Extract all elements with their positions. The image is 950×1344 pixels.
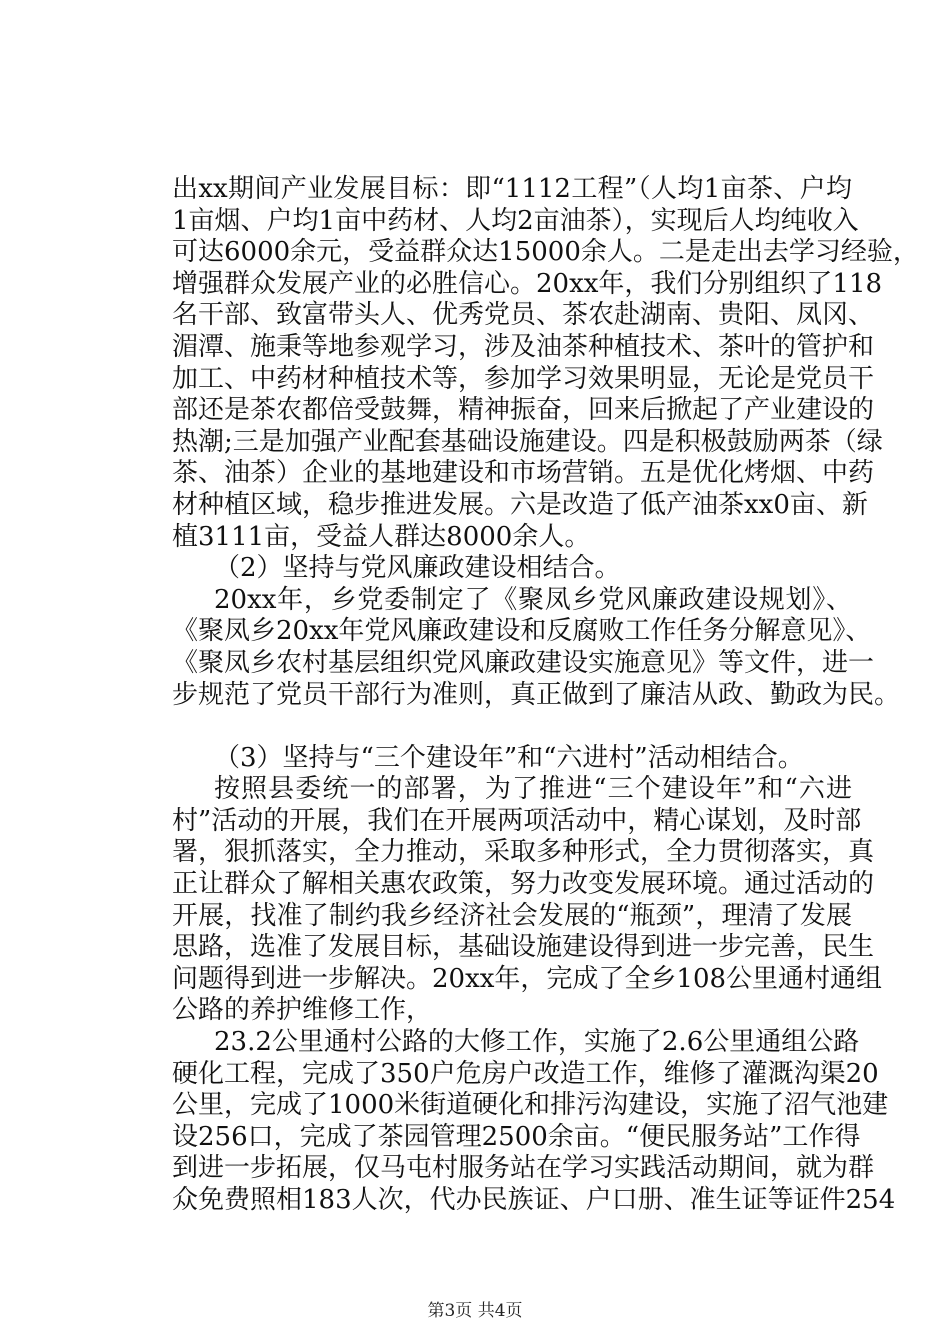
- text-line: 众免费照相183人次，代办民族证、户口册、准生证等证件254: [172, 1185, 896, 1215]
- text-line: 植3111亩，受益人群达8000余人。: [172, 521, 591, 552]
- text-line: 步规范了党员干部行为准则，真正做到了廉洁从政、勤政为民。: [172, 679, 901, 710]
- text-line: 热潮;三是加强产业配套基础设施建设。四是积极鼓励两茶（绿: [172, 426, 883, 457]
- text-line: 问题得到进一步解决。20xx年，完成了全乡108公里通村通组: [172, 963, 883, 994]
- text-line: 增强群众发展产业的必胜信心。20xx年，我们分别组织了118: [172, 268, 883, 299]
- page-footer: 第3页 共4页: [427, 1301, 523, 1321]
- paragraph-gap: [172, 711, 852, 743]
- text-line: 湄潭、施秉等地参观学习，涉及油茶种植技术、茶叶的管护和: [172, 331, 875, 362]
- text-line: 设256口，完成了茶园管理2500余亩。“便民服务站”工作得: [172, 1121, 861, 1152]
- text-line: 硬化工程，完成了350户危房户改造工作，维修了灌溉沟渠20: [172, 1058, 879, 1089]
- text-line: 《聚凤乡农村基层组织党风廉政建设实施意见》等文件，进一: [172, 647, 875, 678]
- text-line: 署，狠抓落实，全力推动，采取多种形式，全力贯彻落实，真: [172, 837, 875, 868]
- text-line: 加工、中药材种植技术等，参加学习效果明显，无论是党员干: [172, 363, 875, 394]
- text-line: 到进一步拓展，仅马屯村服务站在学习实践活动期间，就为群: [172, 1153, 875, 1184]
- section-heading: （2）坚持与党风廉政建设相结合。: [214, 553, 621, 584]
- text-line: 1亩烟、户均1亩中药材、人均2亩油茶），实现后人均纯收入: [172, 205, 859, 236]
- text-line: 《聚凤乡20xx年党风廉政建设和反腐败工作任务分解意见》、: [172, 616, 872, 647]
- text-line: 材种植区域，稳步推进发展。六是改造了低产油茶xx0亩、新: [172, 489, 868, 520]
- text-line: 公里，完成了1000米街道硬化和排污沟建设，实施了沼气池建: [172, 1090, 889, 1121]
- text-line: 正让群众了解相关惠农政策，努力改变发展环境。通过活动的: [172, 869, 875, 900]
- text-line: 可达6000余元，受益群众达15000余人。二是走出去学习经验，: [172, 237, 919, 268]
- document-body: [172, 174, 919, 1217]
- text-line: 村”活动的开展，我们在开展两项活动中，精心谋划，及时部: [172, 805, 862, 836]
- text-line: 茶、油茶）企业的基地建设和市场营销。五是优化烤烟、中药: [172, 458, 875, 489]
- section-heading: （3）坚持与“三个建设年”和“六进村”活动相结合。: [214, 742, 804, 773]
- text-line: 20xx年，乡党委制定了《聚凤乡党风廉政建设规划》、: [214, 584, 852, 615]
- text-line: 23.2公里通村公路的大修工作，实施了2.6公里通组公路: [214, 1027, 860, 1058]
- text-line: 公路的养护维修工作，: [172, 995, 433, 1026]
- text-line: 名干部、致富带头人、优秀党员、茶农赴湖南、贵阳、凤冈、: [172, 300, 875, 331]
- text-line: 按照县委统一的部署，为了推进“三个建设年”和“六进: [214, 774, 852, 805]
- text-line: 部还是茶农都倍受鼓舞，精神振奋，回来后掀起了产业建设的: [172, 395, 875, 426]
- text-line: 开展，找准了制约我乡经济社会发展的“瓶颈”，理清了发展: [172, 900, 852, 931]
- text-line: 出xx期间产业发展目标：即“1112工程”（人均1亩茶、户均: [172, 174, 852, 204]
- text-line: 思路，选准了发展目标，基础设施建设得到进一步完善，民生: [172, 932, 875, 963]
